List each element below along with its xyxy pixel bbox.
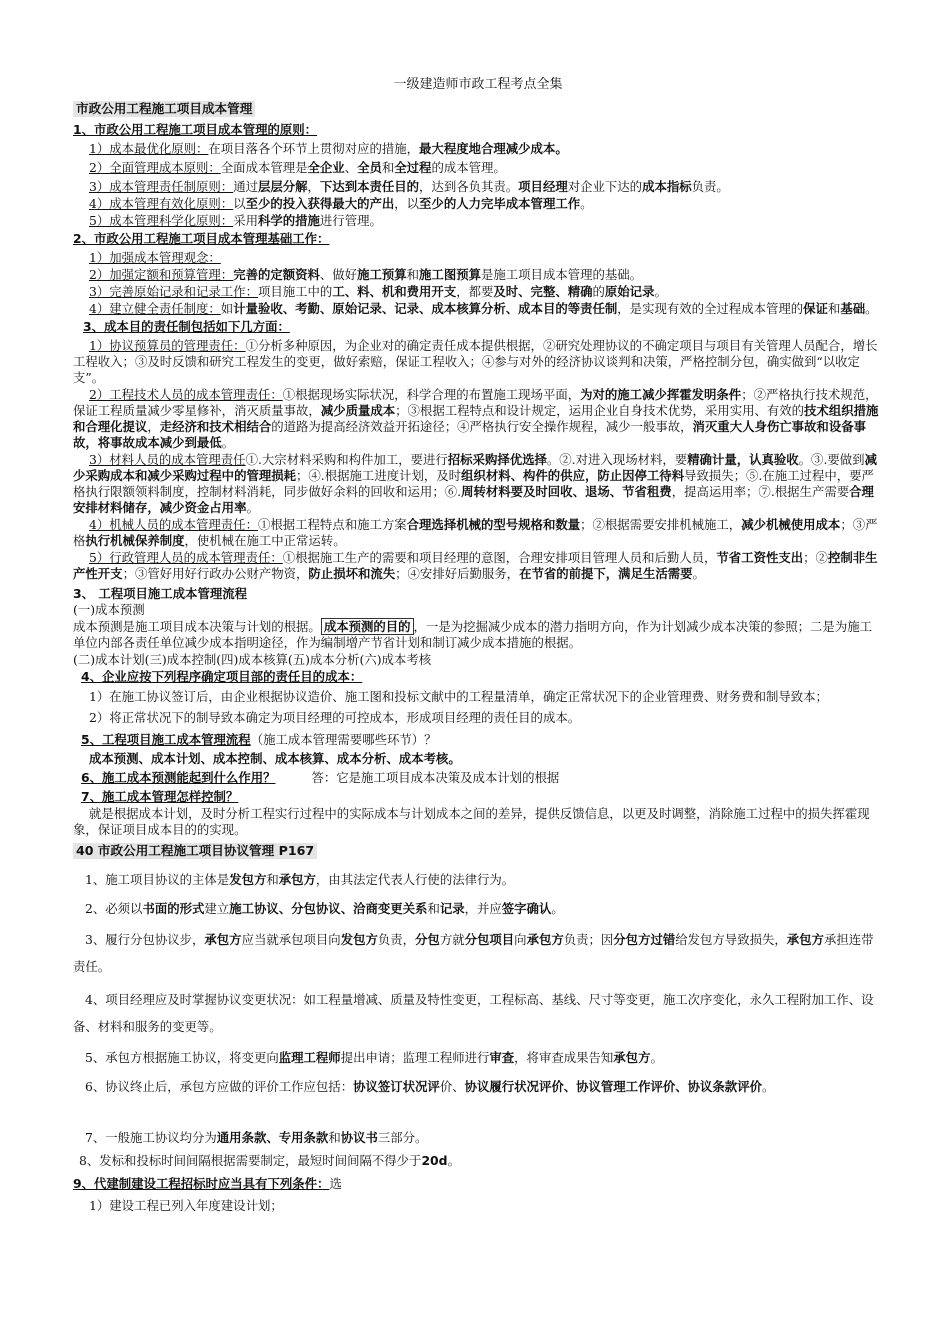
- q6-answer: 成本预测、成本计划、成本控制、成本核算、成本分析、成本考核。: [89, 751, 461, 766]
- q3-item-2: 2）工程技术人员的成本管理责任：①根据现场实际状况，科学合理的布置施工现场平面，为对的施工减少挥霍发明条件；②严格执行技术规范，保证工程质量减少零星修补，消灭质量事故，减少质量成本；③根据工程特点和设计规定，运用企业自身技术优势，采用实用、有效的技术组织措施和合理化提议，走经济和技术相结合的道路为提高经济效益开拓途径；④严格执行安全操作规程，减少一般事故，消灭重大人身伤亡事故和设备事故，将事故成本减少到最低。: [73, 387, 879, 450]
- q5-item-1: 1）在施工协议签订后，由企业根据协议造价、施工图和投标文献中的工程量清单，确定正常状况下的企业管理费、财务费和制导致本；: [89, 689, 828, 704]
- question-8: 7、施工成本管理怎样控制？: [81, 789, 239, 804]
- section-title-cost: 市政公用工程施工项目成本管理: [73, 101, 255, 117]
- question-9: 9、代建制建设工程招标时应当具有下列条件：选: [73, 1176, 342, 1191]
- q2-item-2: 2）加强定额和预算管理：完善的定额资料、做好施工预算和施工图预算是施工项目成本管理的基础。: [89, 267, 643, 282]
- s2-item-8: 8、发标和投标时间间隔根据需要制定，最短时间间隔不得少于20d。: [79, 1153, 460, 1168]
- q2-item-3: 3）完善原始记录和记录工作：项目施工中的工、料、机和费用开支，都要及时、完整、精确的原始记录。: [89, 284, 667, 299]
- q1-item-1: 1）成本最优化原则：在项目落各个环节上贯彻对应的措施，最大程度地合理减少成本。: [89, 141, 568, 156]
- q1-item-5: 5）成本管理科学化原则：采用科学的措施进行管理。: [89, 213, 382, 228]
- q1-item-2: 2）全面管理成本原则：全面成本管理是全企业、全员和全过程的成本管理。: [89, 160, 506, 175]
- s2-item-3: 3、履行分包协议步，承包方应当就承包项目向发包方负责，分包方就分包项目向承包方负责；因分包方过错给发包方导致损失，承包方承担连带责任。: [73, 932, 874, 974]
- question-1: 1、市政公用工程施工项目成本管理的原则：: [73, 122, 318, 137]
- s2-item-7: 7、一般施工协议均分为通用条款、专用条款和协议书三部分。: [85, 1130, 428, 1145]
- question-5: 4、企业应按下列程序确定项目部的责任目的成本：: [81, 669, 363, 684]
- question-4: 3、 工程项目施工成本管理流程: [73, 586, 248, 601]
- q1-item-4: 4）成本管理有效化原则：以至少的投入获得最大的产出，以至少的人力完毕成本管理工作。: [89, 196, 593, 211]
- question-3: 3、成本目的责任制包括如下几方面：: [83, 319, 290, 334]
- document: [73, 74, 883, 1215]
- q4-sub-2: (二)成本计划(三)成本控制(四)成本核算(五)成本分析(六)成本考核: [73, 652, 432, 667]
- q8-answer: 就是根据成本计划，及时分析工程实行过程中的实际成本与计划成本之间的差异，提供反馈信息，以更及时调整，消除施工过程中的损失挥霍现象，保证项目成本目的的实现。: [73, 806, 870, 837]
- q2-item-1: 1）加强成本管理观念：: [89, 250, 221, 265]
- s2-item-1: 1、施工项目协议的主体是发包方和承包方，由其法定代表人行使的法律行为。: [85, 872, 515, 887]
- section-title-contract: 40 市政公用工程施工项目协议管理 P167: [73, 843, 317, 859]
- question-2: 2、市政公用工程施工项目成本管理基础工作：: [73, 231, 330, 246]
- s2-item-2: 2、必须以书面的形式建立施工协议、分包协议、洽商变更关系和记录，并应签字确认。: [85, 901, 564, 916]
- doc-title: 一级建造师市政工程考点全集: [393, 77, 563, 92]
- q1-item-3: 3）成本管理责任制原则：通过层层分解，下达到本责任目的，达到各负其责。项目经理对企业下达的成本指标负责。: [89, 179, 729, 194]
- q5-item-2: 2）将正常状况下的制导致本确定为项目经理的可控成本，形成项目经理的责任目的成本。: [89, 710, 581, 725]
- q3-item-5: 5）行政管理人员的成本管理责任：①根据施工生产的需要和项目经理的意图，合理安排项目管理人员和后勤人员，节省工资性支出；②控制非生产性开支；③管好用好行政办公财产物资，防止损坏和流失；④安排好后勤服务，在节省的前提下，满足生活需要。: [73, 550, 878, 581]
- q9-item-1: 1）建设工程已列入年度建设计划；: [89, 1198, 283, 1213]
- question-6: 5、工程项目施工成本管理流程（施工成本管理需要哪些环节）？: [81, 732, 437, 747]
- q3-item-4: 4）机械人员的成本管理责任：①根据工程特点和施工方案合理选择机械的型号规格和数量；②根据需要安排机械施工，减少机械使用成本；③严格执行机械保养制度，使机械在施工中正常运转。: [73, 517, 878, 548]
- s2-item-5: 5、承包方根据施工协议，将变更向监理工程师提出申请；监理工程师进行审查，将审查成果告知承包方。: [85, 1050, 663, 1065]
- s2-item-4: 4、项目经理应及时掌握协议变更状况：如工程量增减、质量及特性变更，工程标高、基线、尺寸等变更，施工次序变化，永久工程附加工作、设备、材料和服务的变更等。: [73, 992, 874, 1034]
- q3-item-3: 3）材料人员的成本管理责任①.大宗材料采购和构件加工，要进行招标采购择优选择。②.对进入现场材料，要精确计量，认真验收。③.要做到减少采购成本和减少采购过程中的管理损耗；④.根据施工进度计划，及时组织材料、构件的供应，防止因停工待料导致损失；⑤.在施工过程中，要严格执行限额领料制度，控制材料消耗，同步做好余料的回收和运用；⑥.周转材料要及时回收、退场、节省租费，提高运用率；⑦.根据生产需要合理安排材料储存，减少资金占用率。: [73, 452, 877, 515]
- question-7: 6、施工成本预测能起到什么作用？ 答：它是施工项目成本决策及成本计划的根据: [81, 770, 560, 785]
- q2-item-4: 4）建立健全责任制度：如计量验收、考勤、原始记录、记录、成本核算分析、成本目的等责任制，是实现有效的全过程成本管理的保证和基础。: [89, 301, 878, 316]
- highlight-box: 成本预测的目的: [321, 618, 414, 635]
- q4-text: 成本预测是施工项目成本决策与计划的根据。 成本预测的目的 ，一是为挖掘减少成本的潜力指明方向，作为计划减少成本决策的参照；二是为施工单位内部各责任单位减少成本指明途径，作为编制增产节省计划和制订减少成本措施的根据。: [73, 619, 872, 650]
- q3-item-1: 1）协议预算员的管理责任：①分析多种原因，为企业对的确定责任成本提供根据，②研究处理协议的不确定项目与项目有关管理人员配合，增长工程收入；③及时反馈和研究工程发生的变更，做好索赔，保证工程收入；④参与对外的经济协议谈判和决策，严格控制分包，确实做到“以收定支”。: [73, 338, 878, 385]
- q4-sub-1: (一)成本预测: [73, 602, 145, 617]
- blank-gap: [73, 1102, 883, 1122]
- s2-item-6: 6、协议终止后，承包方应做的评价工作应包括：协议签订状况评价、协议履行状况评价、协议管理工作评价、协议条款评价。: [85, 1079, 775, 1094]
